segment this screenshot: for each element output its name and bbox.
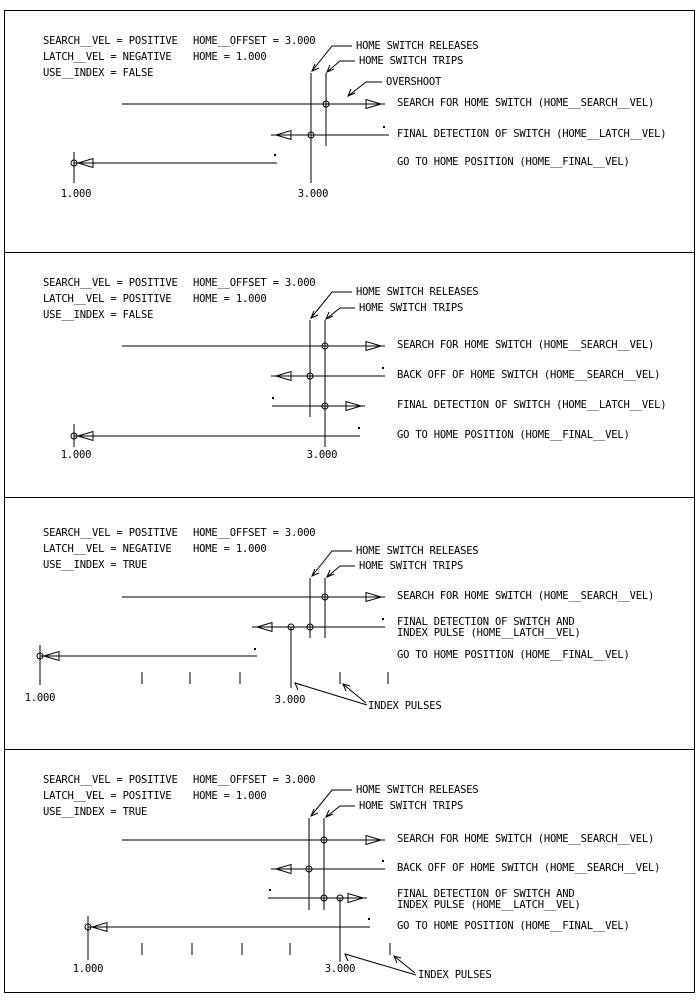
index-pulse-ticks <box>142 943 390 955</box>
motion-row-final-detection <box>268 889 367 903</box>
step-label-search: SEARCH FOR HOME SWITCH (HOME__SEARCH__VEL) <box>397 97 655 109</box>
callout-home-switch-releases: HOME SWITCH RELEASES <box>356 784 479 796</box>
scale-home-value: 1.000 <box>24 692 56 704</box>
step-label-final-detection-line1: FINAL DETECTION OF SWITCH AND <box>397 616 575 628</box>
step-label-final-detection-line2: INDEX PULSE (HOME__LATCH__VEL) <box>397 627 581 639</box>
param-search-vel: SEARCH__VEL = POSITIVE <box>43 774 178 786</box>
callout-home-switch-trips: HOME SWITCH TRIPS <box>359 560 464 572</box>
step-label-search: SEARCH FOR HOME SWITCH (HOME__SEARCH__VEL) <box>397 833 655 845</box>
param-use-index: USE__INDEX = TRUE <box>43 806 148 818</box>
scale-offset-value: 3.000 <box>274 694 306 706</box>
callout-home-switch-releases: HOME SWITCH RELEASES <box>356 545 479 557</box>
param-search-vel: SEARCH__VEL = POSITIVE <box>43 527 178 539</box>
motion-row-go-home <box>37 645 257 685</box>
param-search-vel: SEARCH__VEL = POSITIVE <box>43 35 178 47</box>
step-label-go-home: GO TO HOME POSITION (HOME__FINAL__VEL) <box>397 920 630 932</box>
param-latch-vel: LATCH__VEL = POSITIVE <box>43 790 172 802</box>
param-home: HOME = 1.000 <box>193 543 267 555</box>
motion-row-go-home <box>71 152 277 183</box>
param-home: HOME = 1.000 <box>193 790 267 802</box>
callout-leaders <box>311 292 355 319</box>
index-pulse-ticks <box>142 672 388 684</box>
scale-offset-value: 3.000 <box>324 963 356 975</box>
scale-home-value: 1.000 <box>60 449 92 461</box>
motion-row-go-home <box>85 916 370 960</box>
callout-leaders <box>311 790 355 817</box>
step-label-search: SEARCH FOR HOME SWITCH (HOME__SEARCH__VEL) <box>397 590 655 602</box>
switch-boundary-lines <box>310 320 325 447</box>
scale-offset-value: 3.000 <box>306 449 338 461</box>
motion-row-back-off <box>271 367 385 381</box>
scale-home-value: 1.000 <box>60 188 92 200</box>
index-pulses-label: INDEX PULSES <box>418 969 492 981</box>
param-latch-vel: LATCH__VEL = NEGATIVE <box>43 51 172 63</box>
step-label-search: SEARCH FOR HOME SWITCH (HOME__SEARCH__VEL) <box>397 339 655 351</box>
callout-leaders <box>312 551 355 577</box>
step-label-go-home: GO TO HOME POSITION (HOME__FINAL__VEL) <box>397 429 630 441</box>
param-home: HOME = 1.000 <box>193 293 267 305</box>
param-use-index: USE__INDEX = FALSE <box>43 309 154 321</box>
switch-boundary-lines <box>311 73 326 183</box>
motion-row-final-detection <box>272 397 365 411</box>
panel-1 <box>0 10 700 253</box>
step-label-go-home: GO TO HOME POSITION (HOME__FINAL__VEL) <box>397 156 630 168</box>
motion-row-back-off <box>271 860 385 874</box>
callout-home-switch-trips: HOME SWITCH TRIPS <box>359 302 464 314</box>
param-latch-vel: LATCH__VEL = POSITIVE <box>43 293 172 305</box>
step-label-back-off: BACK OFF OF HOME SWITCH (HOME__SEARCH__VEL) <box>397 369 661 381</box>
scale-offset-value: 3.000 <box>297 188 329 200</box>
motion-row-final-detection <box>252 618 385 632</box>
motion-row-search <box>122 342 385 351</box>
motion-row-final-detection <box>271 126 389 140</box>
step-label-final-detection: FINAL DETECTION OF SWITCH (HOME__LATCH__VEL) <box>397 399 667 411</box>
param-home: HOME = 1.000 <box>193 51 267 63</box>
panel-3 <box>0 497 700 750</box>
param-use-index: USE__INDEX = TRUE <box>43 559 148 571</box>
index-pulses-label: INDEX PULSES <box>368 700 442 712</box>
param-search-vel: SEARCH__VEL = POSITIVE <box>43 277 178 289</box>
callout-home-switch-releases: HOME SWITCH RELEASES <box>356 40 479 52</box>
param-home-offset: HOME__OFFSET = 3.000 <box>193 527 316 539</box>
step-label-final-detection-line1: FINAL DETECTION OF SWITCH AND <box>397 888 575 900</box>
motion-row-search <box>122 593 385 602</box>
callout-home-switch-trips: HOME SWITCH TRIPS <box>359 55 464 67</box>
param-use-index: USE__INDEX = FALSE <box>43 67 154 79</box>
step-label-back-off: BACK OFF OF HOME SWITCH (HOME__SEARCH__VEL) <box>397 862 661 874</box>
panel-4 <box>0 749 700 993</box>
param-home-offset: HOME__OFFSET = 3.000 <box>193 277 316 289</box>
callout-home-switch-trips: HOME SWITCH TRIPS <box>359 800 464 812</box>
scale-home-value: 1.000 <box>72 963 104 975</box>
step-label-final-detection-line2: INDEX PULSE (HOME__LATCH__VEL) <box>397 899 581 911</box>
callout-home-switch-releases: HOME SWITCH RELEASES <box>356 286 479 298</box>
param-home-offset: HOME__OFFSET = 3.000 <box>193 774 316 786</box>
callout-leaders <box>312 46 382 96</box>
motion-row-search <box>122 100 385 109</box>
motion-row-go-home <box>71 424 360 447</box>
step-label-go-home: GO TO HOME POSITION (HOME__FINAL__VEL) <box>397 649 630 661</box>
param-home-offset: HOME__OFFSET = 3.000 <box>193 35 316 47</box>
callout-overshoot: OVERSHOOT <box>386 76 442 88</box>
motion-row-search <box>122 836 385 845</box>
step-label-final-detection: FINAL DETECTION OF SWITCH (HOME__LATCH__VEL) <box>397 128 667 140</box>
param-latch-vel: LATCH__VEL = NEGATIVE <box>43 543 172 555</box>
panel-2 <box>0 252 700 498</box>
